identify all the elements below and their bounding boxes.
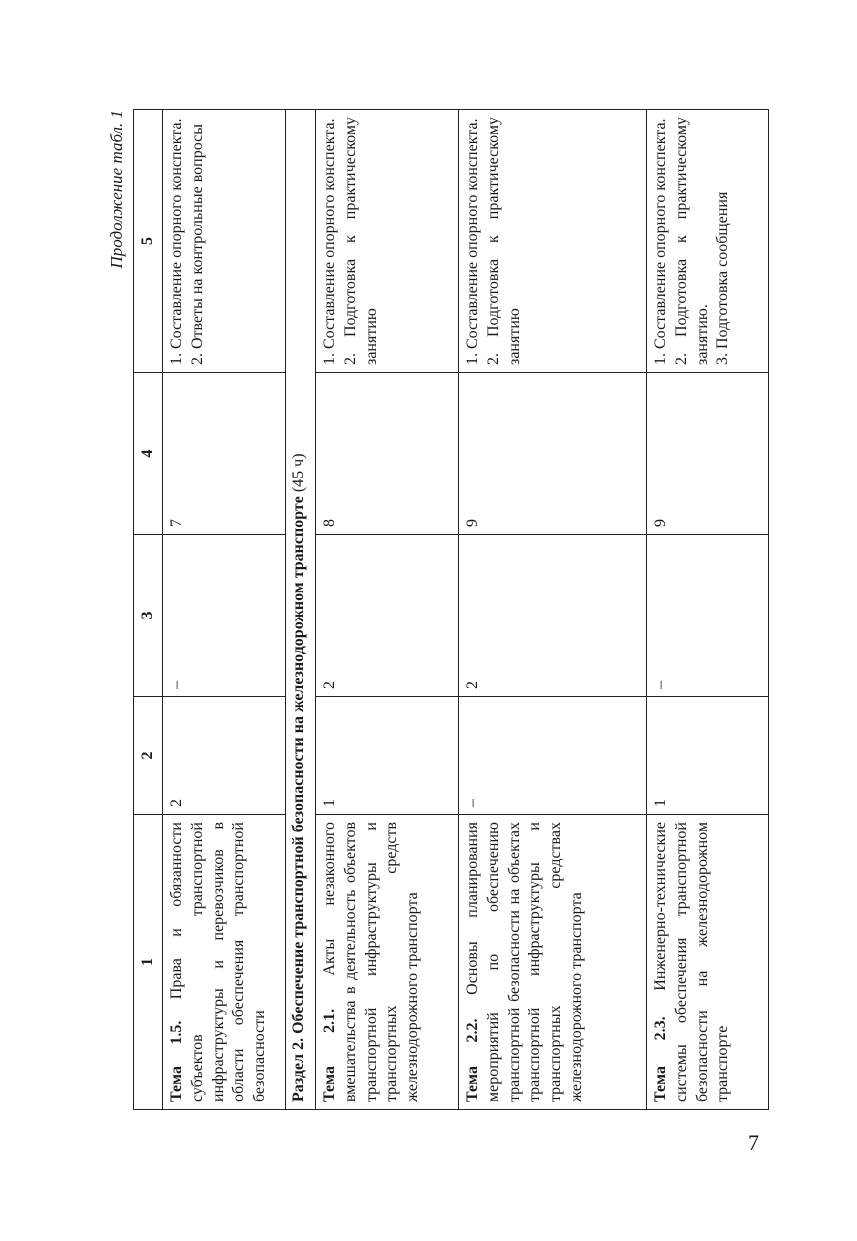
- self-study-hours: 9: [647, 373, 769, 535]
- tasks-cell: [647, 110, 769, 373]
- self-study-hours: 7: [163, 373, 286, 535]
- header-row: [134, 110, 163, 1110]
- section-hours: (45 ч): [290, 453, 307, 497]
- practice-hours: 2: [316, 535, 459, 697]
- tasks-cell: [459, 110, 647, 373]
- lecture-hours: 1: [647, 697, 769, 815]
- self-study-hours: 9: [459, 373, 647, 535]
- topic-number: Тема 1.5.: [168, 1020, 185, 1102]
- section-row: [286, 110, 316, 1110]
- task-item: 2. Подготовка к практическому занятию.: [672, 117, 711, 365]
- task-item: 2. Подготовка к практическому занятию: [341, 117, 380, 365]
- header-col-2: 2: [134, 697, 163, 815]
- table-row: [647, 110, 769, 1110]
- header-col-3: 3: [134, 535, 163, 697]
- task-item: 2. Подготовка к практическому занятию: [484, 117, 523, 365]
- table-row: [459, 110, 647, 1110]
- task-item: 1. Составление опорного конспекта.: [168, 118, 185, 365]
- section-title-cell: [286, 110, 316, 1110]
- tasks-cell: [163, 110, 286, 373]
- header-col-1: 1: [134, 815, 163, 1110]
- topic-cell: [459, 815, 647, 1110]
- lecture-hours: 1: [316, 697, 459, 815]
- header-col-4: 4: [134, 373, 163, 535]
- task-item: 1. Составление опорного конспекта.: [464, 118, 481, 365]
- topic-number: Тема 2.2.: [464, 1018, 481, 1102]
- task-item: 2. Ответы на контрольные вопросы: [188, 124, 206, 365]
- header-col-5: 5: [134, 110, 163, 373]
- course-table: [133, 109, 769, 1110]
- task-item: 1. Составление опорного конспекта.: [652, 118, 669, 365]
- lecture-hours: –: [459, 697, 647, 815]
- tasks-cell: [316, 110, 459, 373]
- page-number: 7: [748, 1130, 759, 1155]
- task-item: 3. Подготовка сообщения: [714, 191, 732, 365]
- topic-number: Тема 2.1.: [321, 1008, 338, 1102]
- topic-title: Инженерно-технические системы обеспечения транспортной безопасности на железнодорожном транспорте: [652, 822, 732, 1102]
- practice-hours: 2: [459, 535, 647, 697]
- topic-cell: [163, 815, 286, 1110]
- practice-hours: –: [163, 535, 286, 697]
- topic-number: Тема 2.3.: [652, 1016, 669, 1102]
- topic-title: Права и обязанности субъектов транспортной инфраструктуры и перевозчиков в области обеспечения транспортной безопасности: [168, 822, 269, 1102]
- table-caption: Продолжение табл. 1: [107, 110, 126, 269]
- topic-cell: [316, 815, 459, 1110]
- topic-cell: [647, 815, 769, 1110]
- table-row: [163, 110, 286, 1110]
- topic-title: Основы планирования мероприятий по обеспечению транспортной безопасности на объектах транспортной инфраструктуры и транспортных средствах железнодорожного транспорта: [464, 822, 585, 1102]
- task-item: 1. Составление опорного конспекта.: [321, 118, 338, 365]
- table-row: [316, 110, 459, 1110]
- section-title: Раздел 2. Обеспечение транспортной безопасности на железнодорожном транспорте: [290, 496, 307, 1102]
- topic-title: Акты незаконного вмешательства в деятельность объектов транспортной инфраструктуры и транспортных средств железнодорожного транспорта: [321, 822, 422, 1102]
- practice-hours: –: [647, 535, 769, 697]
- lecture-hours: 2: [163, 697, 286, 815]
- self-study-hours: 8: [316, 373, 459, 535]
- rotated-table-block: [107, 110, 739, 1110]
